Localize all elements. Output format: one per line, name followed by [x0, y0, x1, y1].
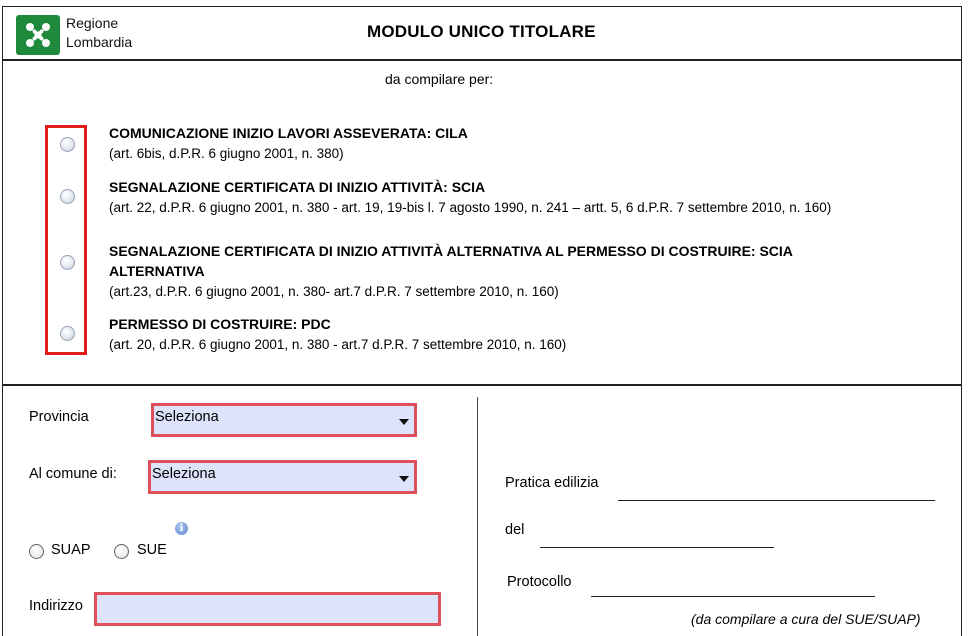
radio-scia[interactable] [60, 189, 75, 204]
suap-label: SUAP [51, 542, 91, 558]
option-ref-cila: (art. 6bis, d.P.R. 6 giugno 2001, n. 380) [109, 146, 344, 161]
brand-name [66, 14, 132, 52]
column-divider [477, 397, 478, 636]
radio-group-highlight [45, 125, 87, 355]
indirizzo-input[interactable] [94, 592, 441, 626]
option-ref-scia: (art. 22, d.P.R. 6 giugno 2001, n. 380 - art. 19, 19-bis l. 7 agosto 1990, n. 241 – artt. 5, 6 d.P.R. 7 settembre 2010, n. 160) [109, 200, 832, 215]
office-note: (da compilare a cura del SUE/SUAP) [691, 611, 921, 627]
option-ref-scia-alternativa: (art.23, d.P.R. 6 giugno 2001, n. 380- art.7 d.P.R. 7 settembre 2010, n. 160) [109, 284, 559, 299]
option-title-scia: SEGNALAZIONE CERTIFICATA DI INIZIO ATTIVITÀ: SCIA [109, 179, 486, 195]
comune-select-value: Seleziona [152, 466, 216, 482]
provincia-select[interactable] [151, 403, 417, 437]
provincia-select-value: Seleziona [155, 409, 219, 425]
brand-line2: Lombardia [66, 34, 133, 50]
pratica-edilizia-label: Pratica edilizia [505, 475, 599, 491]
section-divider [3, 384, 961, 386]
option-title-scia-alternativa: SEGNALAZIONE CERTIFICATA DI INIZIO ATTIVITÀ ALTERNATIVA AL PERMESSO DI COSTRUIRE: SCIA ALTERNATIVA [109, 243, 793, 279]
del-label: del [505, 522, 525, 538]
page-title: MODULO UNICO TITOLARE [367, 22, 596, 41]
option-title-pdc: PERMESSO DI COSTRUIRE: PDC [109, 316, 331, 332]
chevron-down-icon [399, 419, 409, 425]
radio-pdc[interactable] [60, 326, 75, 341]
form-frame [2, 6, 962, 636]
selection-subtitle: da compilare per: [385, 71, 494, 87]
comune-label: Al comune di: [29, 466, 117, 482]
radio-scia-alternativa[interactable] [60, 255, 75, 270]
radio-suap[interactable] [29, 544, 44, 559]
protocollo-line[interactable] [591, 596, 875, 597]
del-line[interactable] [540, 547, 774, 548]
radio-sue[interactable] [114, 544, 129, 559]
brand-line1: Regione [66, 15, 119, 31]
indirizzo-label: Indirizzo [29, 598, 83, 614]
regione-lombardia-logo [16, 15, 60, 55]
sue-label: SUE [137, 542, 167, 558]
rosa-camuna-icon [22, 20, 54, 50]
chevron-down-icon [399, 476, 409, 482]
provincia-label: Provincia [29, 409, 89, 425]
info-icon[interactable]: i [175, 522, 188, 535]
radio-cila[interactable] [60, 137, 75, 152]
option-title-cila: COMUNICAZIONE INIZIO LAVORI ASSEVERATA: CILA [109, 125, 468, 141]
option-ref-pdc: (art. 20, d.P.R. 6 giugno 2001, n. 380 - art.7 d.P.R. 7 settembre 2010, n. 160) [109, 337, 567, 352]
pratica-edilizia-line[interactable] [618, 500, 935, 501]
protocollo-label: Protocollo [507, 574, 572, 590]
header [3, 7, 961, 61]
comune-select[interactable] [148, 460, 417, 494]
